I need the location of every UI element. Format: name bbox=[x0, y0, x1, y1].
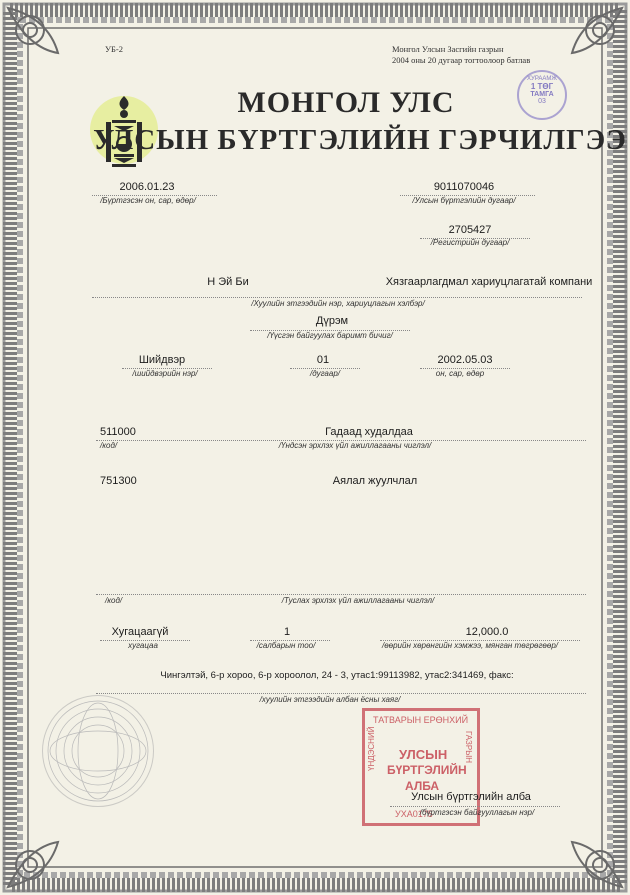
authority-caption: /бүртгэсэн байгууллагын нэр/ bbox=[419, 808, 535, 817]
secondary-activity-code: 751300 bbox=[100, 475, 137, 487]
main-activity-name: Гадаад худалдаа bbox=[325, 426, 413, 438]
guilloche-seal bbox=[42, 695, 154, 807]
stamp-left-text: ҮНДЭСНИЙ bbox=[367, 726, 376, 771]
certificate-title: УЛСЫН БҮРТГЭЛИЙН ГЭРЧИЛГЭЭ bbox=[93, 124, 627, 156]
branch-count-caption: /салбарын тоо/ bbox=[256, 641, 316, 650]
fee-stamp-number: 03 bbox=[538, 98, 546, 105]
issuer-name: Шийдвэр bbox=[138, 354, 186, 366]
issuer-caption: /шийдвэрийн нэр/ bbox=[132, 369, 198, 378]
founding-number: 01 bbox=[316, 354, 330, 366]
registration-date-caption: /Бүртгэсэн он, сар, өдөр/ bbox=[100, 196, 196, 205]
main-activity-code: 511000 bbox=[100, 426, 136, 438]
capital-term-caption: хугацаа bbox=[128, 641, 158, 650]
capital-term: Хугацаагүй bbox=[111, 626, 169, 638]
address-caption: /хуулийн этгээдийн албан ёсны хаяг/ bbox=[259, 695, 401, 704]
stamp-right-text: ГАЗРЫН bbox=[464, 731, 473, 764]
registration-date: 2006.01.23 bbox=[119, 181, 175, 193]
register-number-caption: /Регистрийн дугаар/ bbox=[430, 238, 510, 247]
fee-stamp-sub: ТАМГА bbox=[530, 91, 554, 98]
registration-number-caption: /Улсын бүртгэлийн дугаар/ bbox=[412, 196, 516, 205]
founding-number-caption: /дугаар/ bbox=[310, 369, 340, 378]
main-activity-code-caption: /код/ bbox=[100, 441, 118, 450]
capital-amount: 12,000.0 bbox=[465, 626, 509, 638]
secondary-activity-code-caption: /код/ bbox=[105, 596, 123, 605]
founding-date: 2002.05.03 bbox=[437, 354, 493, 366]
stamp-code: УХА0175 bbox=[395, 809, 433, 819]
fee-stamp bbox=[517, 70, 567, 120]
stamp-line-2: БҮРТГЭЛИЙН bbox=[387, 763, 467, 777]
stamp-top-text: ТАТВАРЫН ЕРӨНХИЙ bbox=[373, 715, 469, 725]
stamp-line-3: АЛБА bbox=[405, 779, 440, 793]
registration-number: 9011070046 bbox=[433, 181, 495, 193]
fee-stamp-main: 1 ТӨГ bbox=[530, 82, 554, 91]
founding-doc-caption: /Үүсгэн байгуулах баримт бичиг/ bbox=[267, 331, 393, 340]
approval-line-2: 2004 оны 20 дугаар тогтоолоор батлав bbox=[392, 55, 531, 65]
branch-count: 1 bbox=[283, 626, 291, 638]
entity-type: Хязгаарлагдмал хариуцлагатай компани bbox=[385, 276, 593, 288]
authority-name: Улсын бүртгэлийн алба bbox=[411, 791, 531, 803]
register-number: 2705427 bbox=[448, 224, 492, 236]
fee-stamp-top: ХУРААМЖ bbox=[527, 76, 557, 82]
approval-line-1: Монгол Улсын Засгийн газрын bbox=[392, 44, 504, 54]
address-text: Чингэлтэй, 6-р хороо, 6-р хороолол, 24 - 3, утас1:99113982, утас2:341469, факс: bbox=[160, 670, 514, 681]
secondary-activity-name: Аялал жуулчлал bbox=[332, 475, 418, 487]
capital-amount-caption: /өөрийн хөрөнгийн хэмжээ, мянган төгрөгөөр/ bbox=[381, 641, 559, 650]
founding-date-caption: он, сар, өдөр bbox=[435, 369, 485, 378]
country-title: МОНГОЛ УЛС bbox=[237, 86, 455, 119]
founding-doc-name: Дүрэм bbox=[315, 315, 349, 327]
form-code: УБ-2 bbox=[105, 44, 123, 54]
stamp-line-1: УЛСЫН bbox=[399, 747, 448, 762]
main-activity-caption: /Үндсэн эрхлэх үйл ажиллагааны чиглэл/ bbox=[278, 441, 432, 450]
entity-caption: /Хуулийн этгээдийн нэр, хариуцлагын хэлбэр/ bbox=[251, 299, 425, 308]
entity-name: Н Эй Би bbox=[207, 276, 249, 288]
secondary-activity-caption: /Туслах эрхлэх үйл ажиллагааны чиглэл/ bbox=[281, 596, 435, 605]
